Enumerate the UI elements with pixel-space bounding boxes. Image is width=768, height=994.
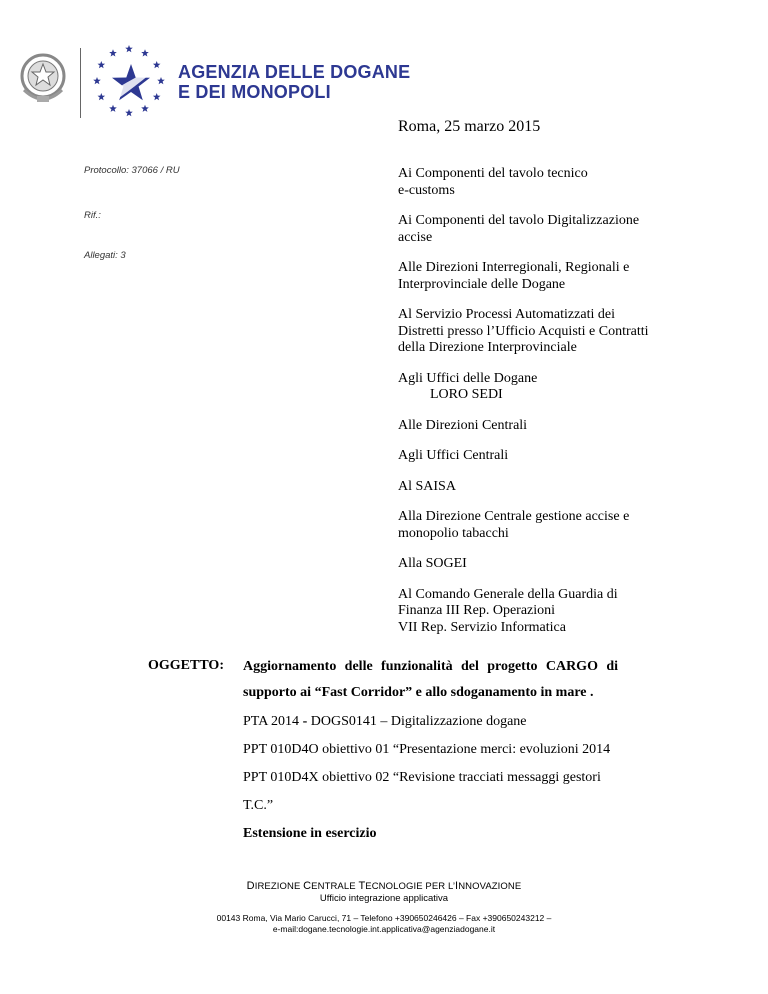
small-star-icon — [98, 61, 106, 68]
recipient-entry — [398, 166, 698, 199]
reference-label: Rif.: — [84, 210, 101, 221]
footer-department — [0, 880, 768, 893]
dept-part-1: IREZIONE — [254, 881, 304, 892]
recipient-line: Alle Direzioni Centrali — [398, 417, 528, 433]
dept-part-3: ECNOLOGIE PER L’ — [365, 881, 456, 892]
recipient-entry — [398, 418, 698, 435]
dept-part-4: NNOVAZIONE — [458, 881, 522, 892]
recipient-line: Agli Uffici Centrali — [398, 448, 509, 463]
recipient-entry — [398, 307, 698, 357]
recipient-line: Agli Uffici delle Dogane — [398, 370, 538, 386]
star-ring-logo-icon — [86, 42, 172, 120]
dept-initial-c: C — [303, 880, 312, 892]
header-divider — [80, 48, 81, 118]
recipient-line: e-customs — [398, 182, 455, 198]
small-star-icon — [157, 77, 165, 84]
agency-name-line2: E DEI MONOPOLI — [178, 82, 331, 102]
agency-name-line1: AGENZIA DELLE DOGANE — [178, 62, 411, 82]
recipient-entry — [398, 448, 698, 465]
dept-initial-d: D — [246, 880, 255, 892]
letter-date: Roma, 25 marzo 2015 — [398, 118, 541, 135]
subject-pta-line — [243, 714, 618, 730]
recipient-line: Ai Componenti del tavolo tecnico — [398, 166, 588, 181]
recipient-entry — [398, 509, 698, 542]
recipient-line: Finanza III Rep. Operazioni — [398, 603, 556, 618]
footer-address-line: 00143 Roma, Via Mario Carucci, 71 – Telefono +390650246426 – Fax +390650243212 – — [216, 913, 552, 923]
subject-title-line1: Aggiornamento delle funzionalità del progetto CARGO di — [243, 659, 618, 674]
recipient-entry — [398, 213, 698, 246]
small-star-icon — [98, 93, 106, 100]
recipient-line: Al Comando Generale della Guardia di — [398, 586, 618, 602]
small-star-icon — [153, 93, 161, 100]
footer-address — [0, 913, 768, 935]
subject-extension: Estensione in esercizio — [243, 826, 377, 841]
dept-part-2: ENTRALE — [311, 881, 359, 892]
recipient-entry — [398, 260, 698, 293]
small-star-icon — [125, 109, 133, 116]
recipient-line: Al Servizio Processi Automatizzati dei — [398, 307, 615, 322]
subject-ppt2-line1: PPT 010D4X obiettivo 02 “Revisione tracciati messaggi gestori — [243, 770, 601, 785]
recipient-line: Interprovinciale delle Dogane — [398, 276, 566, 292]
recipient-line: della Direzione Interprovinciale — [398, 340, 577, 355]
swoosh-icon — [108, 66, 160, 100]
footer-email: e-mail:dogane.tecnologie.int.applicativa@agenziadogane.it — [272, 924, 496, 934]
attachments-count: Allegati: 3 — [84, 250, 126, 261]
recipient-line: Alla SOGEI — [398, 556, 467, 571]
recipient-entry — [398, 479, 698, 496]
subject-ppt2-line2: T.C.” — [243, 798, 274, 813]
small-star-icon — [125, 45, 133, 52]
dept-initial-t: T — [358, 880, 366, 892]
subject-label: OGGETTO: — [148, 658, 224, 673]
recipient-line: Alle Direzioni Interregionali, Regionali e — [398, 260, 630, 275]
footer — [0, 880, 768, 935]
recipient-line: LORO SEDI — [430, 387, 503, 402]
dept-initial-i: I — [455, 880, 459, 892]
recipient-line: monopolio tabacchi — [398, 525, 509, 541]
small-star-icon — [153, 61, 161, 68]
footer-office: Ufficio integrazione applicativa — [319, 893, 449, 904]
recipient-line: Ai Componenti del tavolo Digitalizzazione — [398, 213, 640, 228]
recipient-line: Alla Direzione Centrale gestione accise e — [398, 509, 630, 524]
small-star-icon — [141, 105, 149, 112]
pta-dash: - — [302, 714, 308, 729]
subject-block — [243, 658, 618, 854]
recipient-entry — [398, 587, 698, 637]
pta-prefix: PTA 2014 — [243, 714, 303, 729]
protocol-number: Protocollo: 37066 / RU — [84, 165, 180, 176]
small-star-icon — [109, 105, 117, 112]
recipient-line: VII Rep. Servizio Informatica — [398, 619, 566, 635]
small-star-icon — [141, 49, 149, 56]
small-star-icon — [109, 49, 117, 56]
subject-title-line2: supporto ai “Fast Corridor” e allo sdoganamento in mare . — [243, 685, 594, 700]
pta-rest: DOGS0141 – Digitalizzazione dogane — [307, 714, 527, 729]
subject-ppt1-line: PPT 010D4O obiettivo 01 “Presentazione merci: evoluzioni 2014 — [243, 742, 611, 757]
recipient-line: Distretti presso l’Ufficio Acquisti e Contratti — [398, 323, 649, 339]
recipient-line: accise — [398, 229, 433, 245]
recipient-line: Al SAISA — [398, 478, 456, 494]
small-star-icon — [93, 77, 101, 84]
recipient-entry — [398, 371, 698, 404]
italian-republic-emblem-icon — [18, 50, 68, 108]
recipient-entry — [398, 556, 698, 573]
recipients-list — [398, 166, 698, 650]
